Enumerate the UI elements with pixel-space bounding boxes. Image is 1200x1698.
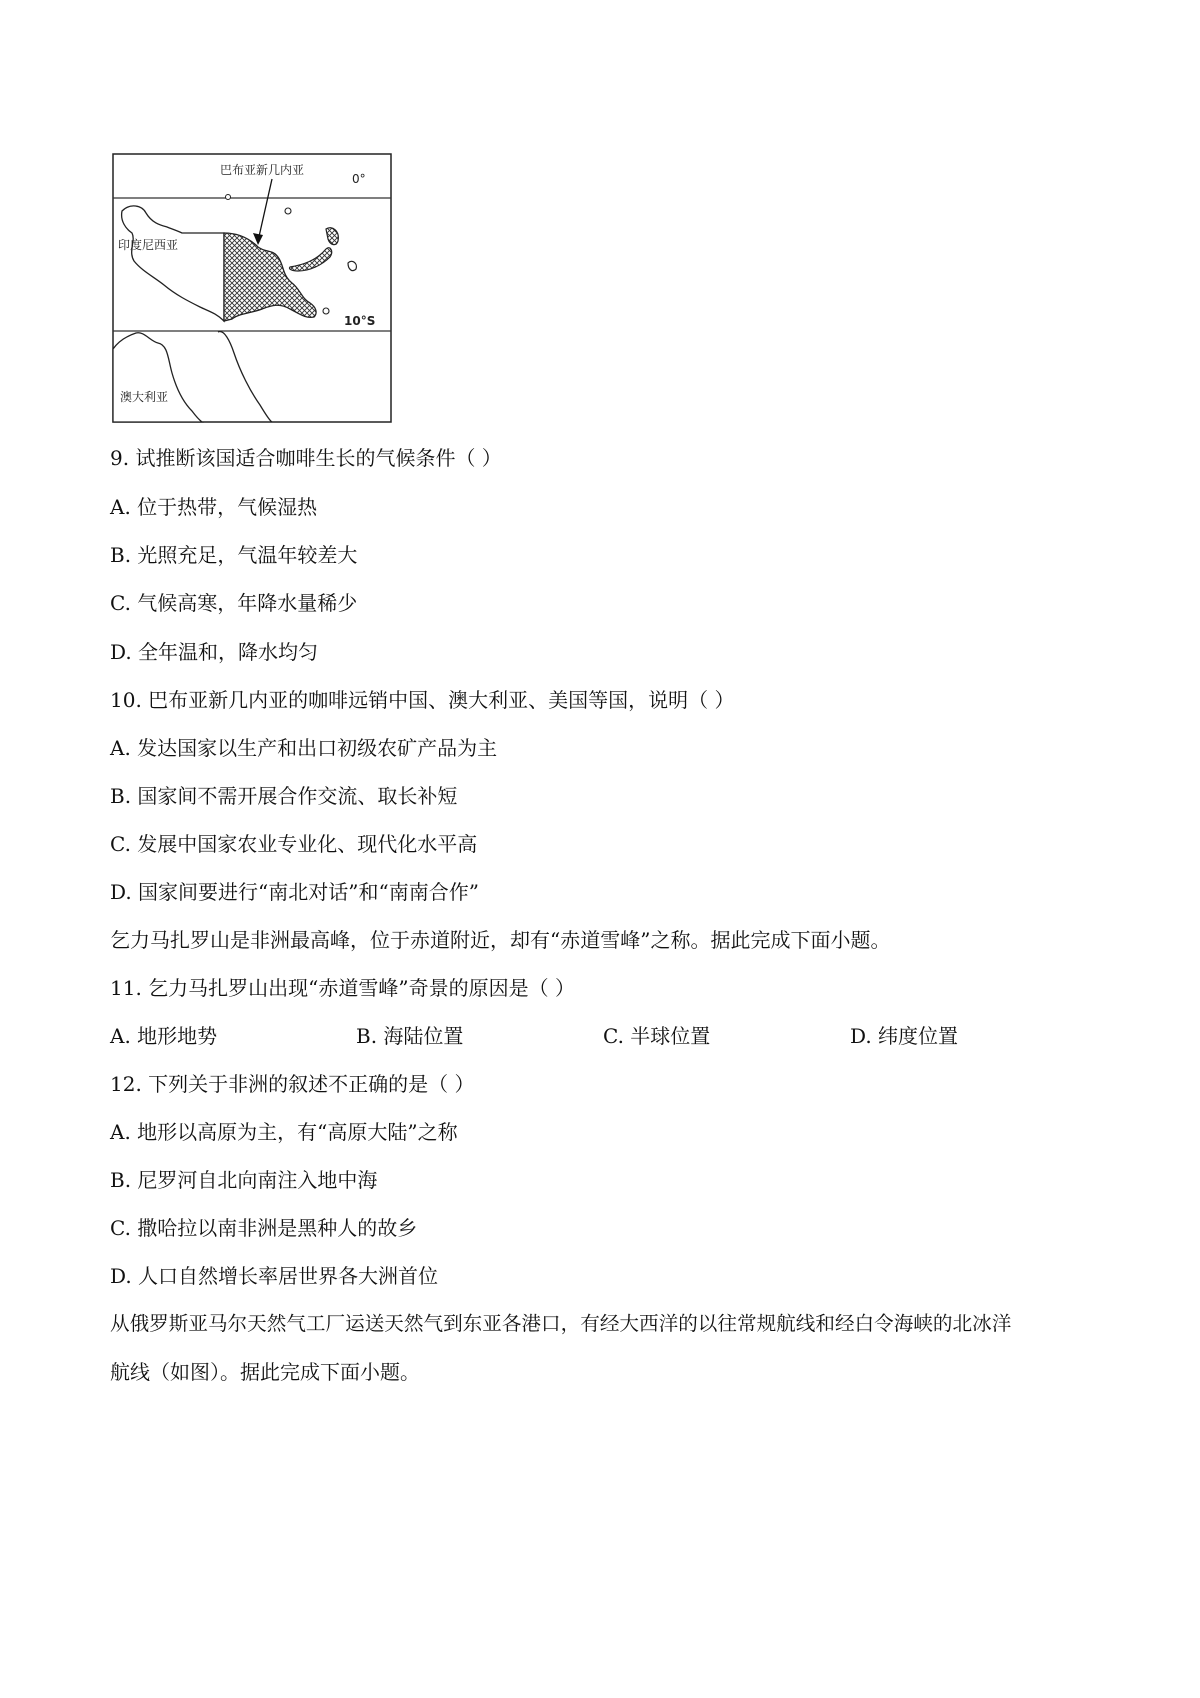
map-figure	[112, 153, 392, 423]
map-label-10s: 10°S	[344, 314, 376, 328]
map-label-australia: 澳大利亚	[120, 390, 169, 404]
map-label-country: 巴布亚新几内亚	[220, 163, 305, 177]
small-island-2	[323, 308, 329, 314]
question-10-option-a: A. 发达国家以生产和出口初级农矿产品为主	[110, 736, 498, 760]
question-9-option-d: D. 全年温和，降水均匀	[110, 640, 319, 664]
question-11-option-b: B. 海陆位置	[356, 1024, 464, 1048]
passage-shipping-route-line-2: 航线（如图）。据此完成下面小题。	[110, 1360, 420, 1384]
passage-kilimanjaro: 乞力马扎罗山是非洲最高峰，位于赤道附近，却有“赤道雪峰”之称。据此完成下面小题。	[110, 928, 891, 952]
question-10-option-c: C. 发展中国家农业专业化、现代化水平高	[110, 832, 478, 856]
question-12-option-a: A. 地形以高原为主，有“高原大陆”之称	[110, 1120, 458, 1144]
bougainville-island	[348, 261, 356, 270]
question-10-option-d: D. 国家间要进行“南北对话”和“南南合作”	[110, 880, 479, 904]
small-island-1	[285, 208, 291, 214]
question-9-option-c: C. 气候高寒，年降水量稀少	[110, 591, 358, 615]
question-10-stem: 10. 巴布亚新几内亚的咖啡远销中国、澳大利亚、美国等国，说明（ ）	[110, 688, 735, 712]
map-label-neighbor: 印度尼西亚	[118, 238, 179, 252]
question-9-option-b: B. 光照充足，气温年较差大	[110, 543, 358, 567]
map-label-equator: 0°	[352, 172, 366, 186]
question-12-stem: 12. 下列关于非洲的叙述不正确的是（ ）	[110, 1072, 475, 1096]
question-12-option-b: B. 尼罗河自北向南注入地中海	[110, 1168, 378, 1192]
passage-shipping-route-line-1: 从俄罗斯亚马尔天然气工厂运送天然气到东亚各港口，有经大西洋的以往常规航线和经白令海峡的北冰洋	[110, 1312, 1012, 1335]
small-island-3	[226, 195, 231, 200]
question-11-option-d: D. 纬度位置	[850, 1024, 959, 1048]
question-12-option-d: D. 人口自然增长率居世界各大洲首位	[110, 1264, 439, 1288]
question-12-option-c: C. 撒哈拉以南非洲是黑种人的故乡	[110, 1216, 418, 1240]
question-11-option-a: A. 地形地势	[110, 1024, 218, 1048]
question-11-stem: 11. 乞力马扎罗山出现“赤道雪峰”奇景的原因是（ ）	[110, 976, 575, 1000]
question-10-option-b: B. 国家间不需开展合作交流、取长补短	[110, 784, 458, 808]
question-11-option-c: C. 半球位置	[603, 1024, 711, 1048]
question-9-stem: 9. 试推断该国适合咖啡生长的气候条件（ ）	[110, 446, 502, 470]
question-9-option-a: A. 位于热带，气候湿热	[110, 495, 318, 519]
